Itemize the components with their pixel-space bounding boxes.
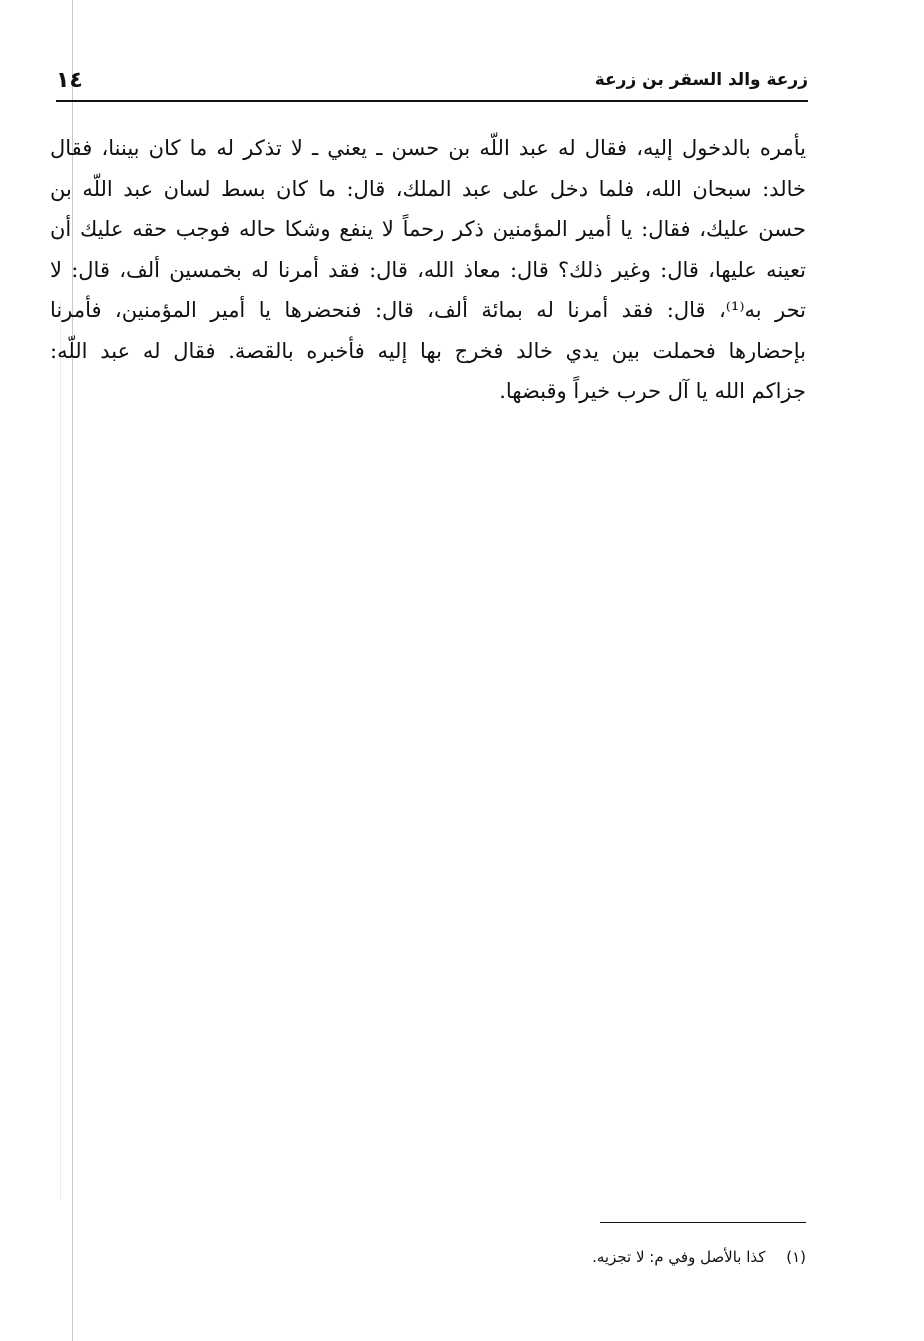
body-line: حسن عليك، فقال: يا أمير المؤمنين ذكر رحماً لا ينفع وشكا حاله فوجب حقه عليك أن	[50, 217, 806, 241]
footnote-text: كذا بالأصل وفي م: لا تجزيه.	[592, 1248, 766, 1266]
body-line: يأمره بالدخول إليه، فقال له عبد اللّه بن حسن ـ يعني ـ لا تذكر له ما كان بيننا، فقال	[50, 136, 806, 160]
running-title: زرعة والد السقر بن زرعة	[594, 70, 808, 90]
page-edge-shadow	[60, 300, 61, 1200]
body-text	[50, 128, 806, 412]
body-line: بإحضارها فحملت بين يدي خالد فخرج بها إليه فأخبره بالقصة. فقال له عبد اللّه:	[50, 338, 806, 363]
body-line: تعينه عليها، قال: وغير ذلك؟ قال: معاذ الله، قال: فقد أمرنا له بخمسين ألف، قال: لا	[50, 257, 806, 282]
page-header	[56, 60, 808, 100]
body-line: تحر به⁽¹⁾، قال: فقد أمرنا له بمائة ألف، قال: فنحضرها يا أمير المؤمنين، فأمرنا	[50, 298, 806, 322]
footnote	[520, 1243, 806, 1271]
footnote-marker: (١)	[786, 1248, 806, 1266]
header-rule	[56, 100, 808, 102]
body-line: خالد: سبحان الله، فلما دخل على عبد الملك، قال: ما كان بسط لسان عبد اللّه بن	[50, 176, 806, 201]
page-number: ١٤	[56, 67, 83, 93]
body-line-last: جزاكم الله يا آل حرب خيراً وقبضها.	[499, 379, 806, 403]
footnote-rule	[600, 1222, 806, 1223]
